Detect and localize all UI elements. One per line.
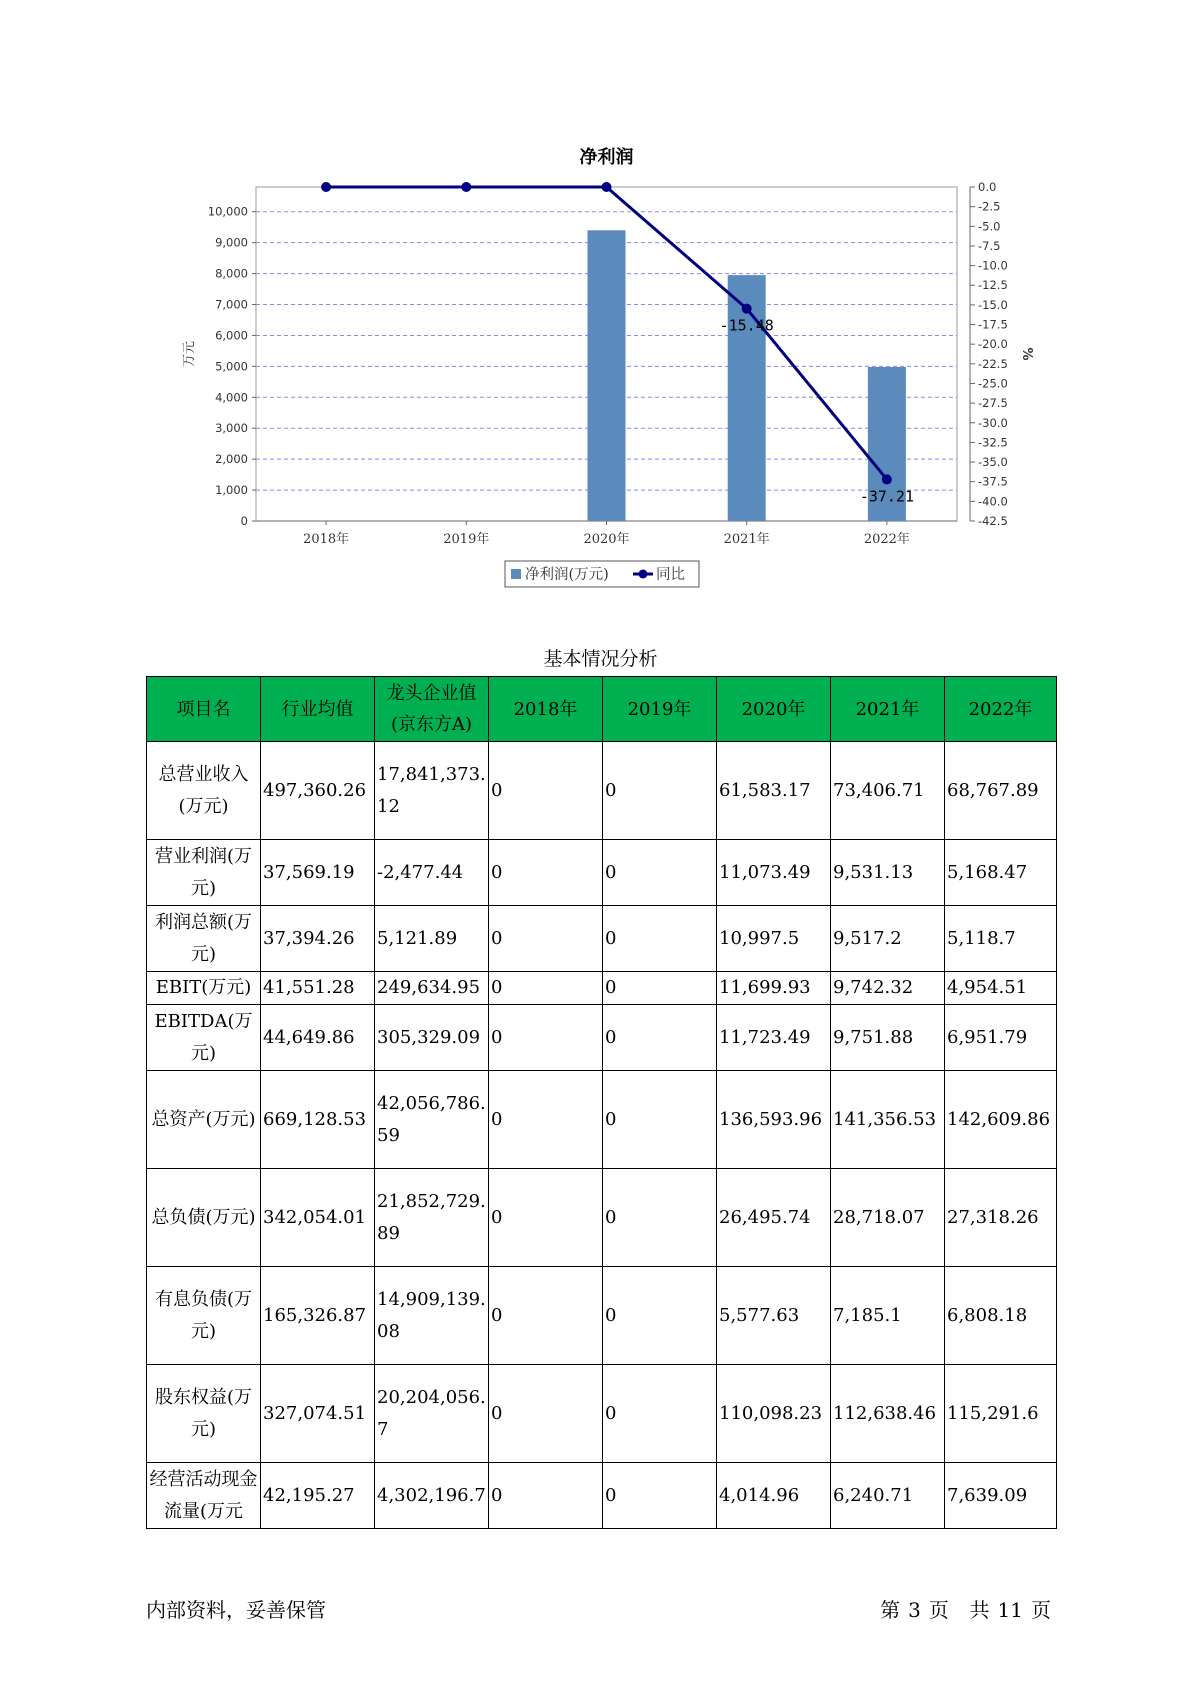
left-tick-label: 9,000 bbox=[215, 235, 248, 250]
value-cell: 327,074.51 bbox=[261, 1365, 375, 1463]
left-tick-label: 8,000 bbox=[215, 266, 248, 281]
value-cell: 41,551.28 bbox=[261, 972, 375, 1005]
value-cell: 110,098.23 bbox=[717, 1365, 831, 1463]
x-tick-label: 2019年 bbox=[443, 532, 490, 547]
right-tick-label: -22.5 bbox=[978, 356, 1008, 371]
right-tick-label: -30.0 bbox=[978, 415, 1008, 430]
bar-net-profit bbox=[588, 230, 626, 521]
legend-swatch-bar bbox=[511, 569, 521, 579]
point-yoy bbox=[882, 474, 892, 484]
value-cell: 0 bbox=[603, 972, 717, 1005]
table-row bbox=[147, 840, 1057, 906]
value-cell: 5,577.63 bbox=[717, 1267, 831, 1365]
point-yoy bbox=[461, 182, 471, 192]
value-cell: 0 bbox=[603, 1365, 717, 1463]
total-prefix: 共 bbox=[969, 1598, 990, 1622]
legend-label-bar: 净利润(万元) bbox=[525, 567, 609, 583]
value-cell: 0 bbox=[489, 1071, 603, 1169]
value-cell: 42,195.27 bbox=[261, 1463, 375, 1529]
row-label-cell: 利润总额(万元) bbox=[147, 906, 261, 972]
value-cell: 0 bbox=[489, 840, 603, 906]
value-cell: 26,495.74 bbox=[717, 1169, 831, 1267]
value-cell: 165,326.87 bbox=[261, 1267, 375, 1365]
total-unit: 页 bbox=[1031, 1598, 1051, 1622]
page-prefix: 第 bbox=[880, 1598, 901, 1622]
value-cell: 0 bbox=[603, 742, 717, 840]
right-tick-label: -35.0 bbox=[978, 455, 1008, 470]
value-cell: 5,118.7 bbox=[945, 906, 1057, 972]
value-cell: 7,639.09 bbox=[945, 1463, 1057, 1529]
value-cell: 4,014.96 bbox=[717, 1463, 831, 1529]
value-cell: 249,634.95 bbox=[375, 972, 489, 1005]
row-label-cell: 经营活动现金流量(万元 bbox=[147, 1463, 261, 1529]
value-cell: 28,718.07 bbox=[831, 1169, 945, 1267]
header-cell: 龙头企业值(京东方A) bbox=[375, 677, 489, 742]
left-tick-label: 5,000 bbox=[215, 359, 248, 374]
value-cell: 4,302,196.7 bbox=[375, 1463, 489, 1529]
legend-label-line: 同比 bbox=[656, 567, 685, 583]
left-tick-label: 10,000 bbox=[207, 204, 248, 219]
header-cell: 2018年 bbox=[489, 677, 603, 742]
row-label-cell: 总资产(万元) bbox=[147, 1071, 261, 1169]
right-axis-title: % bbox=[1019, 347, 1034, 361]
table-row bbox=[147, 1267, 1057, 1365]
row-label-cell: 总负债(万元) bbox=[147, 1169, 261, 1267]
value-cell: 4,954.51 bbox=[945, 972, 1057, 1005]
right-tick-label: 0.0 bbox=[978, 180, 997, 194]
value-cell: 73,406.71 bbox=[831, 742, 945, 840]
header-cell: 2020年 bbox=[717, 677, 831, 742]
row-label-cell: 营业利润(万元) bbox=[147, 840, 261, 906]
value-cell: 9,531.13 bbox=[831, 840, 945, 906]
value-cell: 0 bbox=[603, 906, 717, 972]
point-yoy bbox=[321, 182, 331, 192]
value-cell: 17,841,373.12 bbox=[375, 742, 489, 840]
left-tick-label: 2,000 bbox=[215, 452, 248, 467]
value-cell: 37,569.19 bbox=[261, 840, 375, 906]
right-tick-label: -25.0 bbox=[978, 376, 1008, 391]
value-cell: 27,318.26 bbox=[945, 1169, 1057, 1267]
page-unit: 页 bbox=[928, 1598, 949, 1622]
right-tick-label: -5.0 bbox=[978, 219, 1001, 234]
value-cell: 0 bbox=[489, 1267, 603, 1365]
value-cell: 20,204,056.7 bbox=[375, 1365, 489, 1463]
table-row bbox=[147, 1463, 1057, 1529]
confidential-note: 内部资料，妥善保管 bbox=[146, 1598, 326, 1622]
value-cell: 11,073.49 bbox=[717, 840, 831, 906]
x-tick-label: 2020年 bbox=[583, 532, 630, 547]
value-cell: 112,638.46 bbox=[831, 1365, 945, 1463]
row-label-cell: EBITDA(万元) bbox=[147, 1005, 261, 1071]
left-tick-label: 1,000 bbox=[215, 483, 248, 498]
value-cell: 0 bbox=[603, 1267, 717, 1365]
right-tick-label: -15.0 bbox=[978, 297, 1008, 312]
left-tick-label: 0 bbox=[240, 514, 248, 528]
value-cell: 42,056,786.59 bbox=[375, 1071, 489, 1169]
value-cell: 0 bbox=[489, 1169, 603, 1267]
value-cell: 669,128.53 bbox=[261, 1071, 375, 1169]
header-cell: 项目名 bbox=[147, 677, 261, 742]
total-pages: 11 bbox=[997, 1598, 1023, 1622]
table-row bbox=[147, 742, 1057, 840]
row-label-cell: EBIT(万元) bbox=[147, 972, 261, 1005]
value-cell: 0 bbox=[603, 1005, 717, 1071]
right-tick-label: -20.0 bbox=[978, 337, 1008, 352]
row-label-cell: 总营业收入(万元) bbox=[147, 742, 261, 840]
value-cell: 0 bbox=[603, 1463, 717, 1529]
value-cell: 61,583.17 bbox=[717, 742, 831, 840]
value-cell: 14,909,139.08 bbox=[375, 1267, 489, 1365]
page-number: 3 bbox=[908, 1598, 921, 1622]
point-yoy bbox=[742, 304, 752, 314]
value-cell: 6,808.18 bbox=[945, 1267, 1057, 1365]
value-cell: 305,329.09 bbox=[375, 1005, 489, 1071]
value-cell: -2,477.44 bbox=[375, 840, 489, 906]
value-cell: 0 bbox=[489, 906, 603, 972]
point-label: -37.21 bbox=[859, 487, 914, 506]
table-row bbox=[147, 1169, 1057, 1267]
value-cell: 9,517.2 bbox=[831, 906, 945, 972]
header-cell: 2022年 bbox=[945, 677, 1057, 742]
value-cell: 11,723.49 bbox=[717, 1005, 831, 1071]
value-cell: 0 bbox=[489, 742, 603, 840]
table-row bbox=[147, 972, 1057, 1005]
value-cell: 115,291.6 bbox=[945, 1365, 1057, 1463]
legend-swatch-point bbox=[639, 570, 648, 579]
left-axis-title: 万元 bbox=[182, 340, 197, 368]
right-tick-label: -10.0 bbox=[978, 258, 1008, 273]
value-cell: 342,054.01 bbox=[261, 1169, 375, 1267]
value-cell: 136,593.96 bbox=[717, 1071, 831, 1169]
value-cell: 5,121.89 bbox=[375, 906, 489, 972]
header-cell: 2021年 bbox=[831, 677, 945, 742]
value-cell: 0 bbox=[603, 840, 717, 906]
value-cell: 68,767.89 bbox=[945, 742, 1057, 840]
left-tick-label: 7,000 bbox=[215, 297, 248, 312]
net-profit-chart bbox=[0, 0, 1191, 620]
value-cell: 497,360.26 bbox=[261, 742, 375, 840]
right-tick-label: -32.5 bbox=[978, 435, 1008, 450]
value-cell: 141,356.53 bbox=[831, 1071, 945, 1169]
value-cell: 9,751.88 bbox=[831, 1005, 945, 1071]
value-cell: 0 bbox=[489, 1463, 603, 1529]
right-tick-label: -42.5 bbox=[978, 514, 1008, 528]
header-cell: 2019年 bbox=[603, 677, 717, 742]
right-tick-label: -17.5 bbox=[978, 317, 1008, 332]
row-label-cell: 股东权益(万元) bbox=[147, 1365, 261, 1463]
value-cell: 0 bbox=[489, 1365, 603, 1463]
value-cell: 11,699.93 bbox=[717, 972, 831, 1005]
right-tick-label: -2.5 bbox=[978, 199, 1001, 214]
value-cell: 0 bbox=[603, 1169, 717, 1267]
table-row bbox=[147, 1365, 1057, 1463]
table-header-row bbox=[147, 677, 1057, 742]
header-cell: 行业均值 bbox=[261, 677, 375, 742]
value-cell: 10,997.5 bbox=[717, 906, 831, 972]
right-tick-label: -7.5 bbox=[978, 238, 1001, 253]
page-indicator bbox=[876, 1594, 1055, 1623]
value-cell: 21,852,729.89 bbox=[375, 1169, 489, 1267]
left-tick-label: 6,000 bbox=[215, 328, 248, 343]
table-caption: 基本情况分析 bbox=[543, 648, 658, 670]
table-row bbox=[147, 1005, 1057, 1071]
value-cell: 142,609.86 bbox=[945, 1071, 1057, 1169]
point-yoy bbox=[602, 182, 612, 192]
right-tick-label: -27.5 bbox=[978, 396, 1008, 411]
value-cell: 7,185.1 bbox=[831, 1267, 945, 1365]
chart-title: 净利润 bbox=[579, 147, 634, 168]
point-label: -15.48 bbox=[719, 316, 774, 335]
row-label-cell: 有息负债(万元) bbox=[147, 1267, 261, 1365]
value-cell: 6,240.71 bbox=[831, 1463, 945, 1529]
left-tick-label: 3,000 bbox=[215, 421, 248, 436]
right-tick-label: -12.5 bbox=[978, 278, 1008, 293]
value-cell: 6,951.79 bbox=[945, 1005, 1057, 1071]
value-cell: 0 bbox=[603, 1071, 717, 1169]
left-tick-label: 4,000 bbox=[215, 390, 248, 405]
value-cell: 37,394.26 bbox=[261, 906, 375, 972]
x-tick-label: 2021年 bbox=[723, 532, 770, 547]
x-tick-label: 2022年 bbox=[863, 532, 910, 547]
value-cell: 0 bbox=[489, 972, 603, 1005]
x-tick-label: 2018年 bbox=[303, 532, 350, 547]
right-tick-label: -37.5 bbox=[978, 474, 1008, 489]
value-cell: 0 bbox=[489, 1005, 603, 1071]
table-row bbox=[147, 906, 1057, 972]
right-tick-label: -40.0 bbox=[978, 494, 1008, 509]
table-row bbox=[147, 1071, 1057, 1169]
basic-analysis-table bbox=[146, 676, 1057, 1529]
value-cell: 5,168.47 bbox=[945, 840, 1057, 906]
value-cell: 44,649.86 bbox=[261, 1005, 375, 1071]
value-cell: 9,742.32 bbox=[831, 972, 945, 1005]
